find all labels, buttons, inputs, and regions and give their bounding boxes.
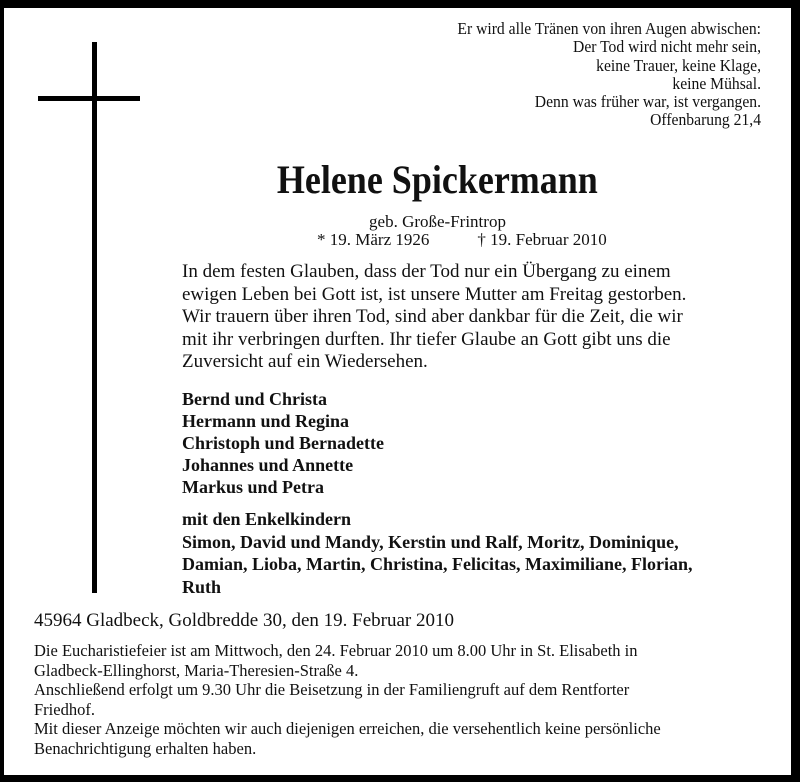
deceased-name bbox=[4, 156, 791, 203]
quote-line: keine Mühsal. bbox=[672, 73, 761, 93]
cross-icon bbox=[92, 42, 97, 593]
death-date: † 19. Februar 2010 bbox=[477, 230, 607, 249]
family-member: Hermann und Regina bbox=[182, 411, 350, 431]
family-member: Markus und Petra bbox=[182, 477, 325, 497]
maiden-name: geb. Große-Frintrop bbox=[369, 212, 506, 231]
info-line: Mit dieser Anzeige möchten wir auch diejenigen erreichen, die versehentlich keine persönliche bbox=[34, 719, 661, 739]
family-member: Christoph und Bernadette bbox=[182, 433, 385, 453]
grandchildren-list bbox=[182, 508, 692, 598]
info-line: Anschließend erfolgt um 9.30 Uhr die Beisetzung in der Familiengruft auf dem Rentforter bbox=[34, 680, 630, 700]
grandchildren-line: Damian, Lioba, Martin, Christina, Felicitas, Maximiliane, Florian, bbox=[182, 554, 693, 574]
life-dates bbox=[317, 230, 607, 250]
death-notice bbox=[4, 8, 791, 775]
family-member: Johannes und Annette bbox=[182, 455, 354, 475]
family-list bbox=[182, 388, 384, 498]
grandchildren-line: Simon, David und Mandy, Kerstin und Ralf, Moritz, Dominique, bbox=[182, 531, 679, 552]
intro-line: mit ihr verbringen durften. Ihr tiefer Glaube an Gott gibt uns die bbox=[182, 328, 671, 350]
quote-line: Er wird alle Tränen von ihren Augen abwischen: bbox=[457, 19, 761, 38]
grandchildren-line: Ruth bbox=[182, 576, 222, 597]
info-line: Benachrichtigung erhalten haben. bbox=[34, 738, 257, 758]
deceased-name-text: Helene Spickermann bbox=[276, 157, 598, 202]
intro-line: In dem festen Glauben, dass der Tod nur ein Übergang zu einem bbox=[182, 261, 671, 282]
info-line: Friedhof. bbox=[34, 699, 95, 719]
birth-date: * 19. März 1926 bbox=[317, 230, 430, 249]
info-line: Gladbeck-Ellinghorst, Maria-Theresien-Straße 4. bbox=[34, 660, 359, 680]
cross-icon-bar bbox=[38, 96, 140, 101]
family-member: Bernd und Christa bbox=[182, 389, 328, 409]
intro-line: Zuversicht auf ein Wiedersehen. bbox=[182, 351, 428, 372]
grandchildren-heading: mit den Enkelkindern bbox=[182, 509, 352, 529]
bible-quote bbox=[431, 20, 761, 130]
intro-text bbox=[182, 261, 686, 374]
place-date: 45964 Gladbeck, Goldbredde 30, den 19. Februar 2010 bbox=[34, 610, 455, 631]
quote-line: keine Trauer, keine Klage, bbox=[596, 55, 761, 75]
quote-source: Offenbarung 21,4 bbox=[650, 110, 761, 130]
intro-line: Wir trauern über ihren Tod, sind aber dankbar für die Zeit, die wir bbox=[182, 306, 683, 327]
info-line: Die Eucharistiefeier ist am Mittwoch, den 24. Februar 2010 um 8.00 Uhr in St. Elisabeth in bbox=[34, 641, 638, 660]
quote-line: Der Tod wird nicht mehr sein, bbox=[573, 37, 761, 57]
funeral-info bbox=[34, 641, 661, 759]
intro-line: ewigen Leben bei Gott ist, ist unsere Mutter am Freitag gestorben. bbox=[182, 283, 687, 305]
quote-line: Denn was früher war, ist vergangen. bbox=[534, 92, 761, 112]
